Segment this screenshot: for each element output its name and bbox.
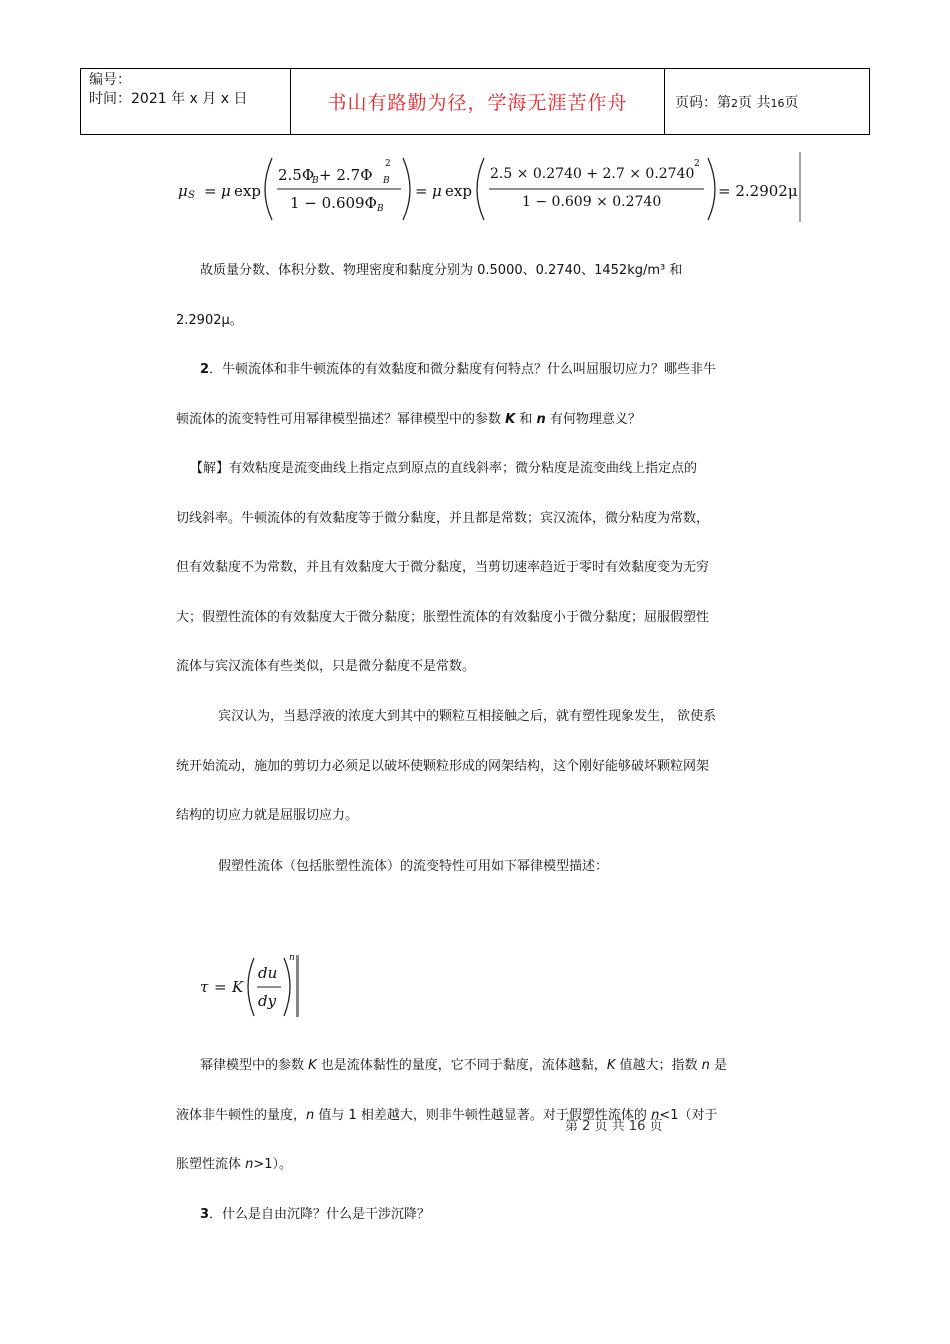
f1-num1: 2.5Φ	[278, 166, 315, 184]
f1-result: = 2.2902μ	[718, 182, 798, 200]
f2-dy: dy	[258, 992, 277, 1010]
f2-du: du	[258, 964, 278, 982]
f1-plus: + 2.7Φ	[319, 166, 373, 184]
k-K: K	[308, 1058, 317, 1073]
q2-line2a: 顿流体的流变特性可用幂律模型描述？幂律模型中的参数	[176, 412, 506, 427]
ans-line3: 但有效黏度不为常数，并且有效黏度大于微分黏度，当剪切速率趋近于零时有效黏度变为无穷	[176, 560, 710, 575]
page-middle: 页 共	[738, 94, 771, 111]
p1-line2: 2.2902μ。	[176, 313, 243, 328]
ans-line4: 大；假塑性流体的有效黏度大于微分黏度；胀塑性流体的有效黏度小于微分黏度；屈服假塑性	[176, 610, 710, 625]
q2-number: 2	[200, 362, 210, 377]
ans-line1: 【解】有效粘度是流变曲线上指定点到原点的直线斜率；微分粘度是流变曲线上指定点的	[190, 461, 698, 476]
f1-eq2: =	[415, 182, 428, 200]
k-n2: n	[306, 1108, 315, 1123]
f1-mu: μ	[221, 182, 231, 200]
time-label: 时间：2021 年 x 月 x 日	[89, 91, 248, 107]
bingham-line2: 统开始流动，施加的剪切力必须足以破坏使颗粒形成的网架结构，这个刚好能够破坏颗粒网架	[176, 759, 710, 774]
k-line1b: 也是流体黏性的量度，它不同于黏度，流体越黏，	[316, 1058, 607, 1073]
q2-and: 和	[515, 412, 537, 427]
k-line1	[200, 1056, 800, 1076]
k-n: n	[701, 1058, 710, 1073]
f1-sq1: 2	[385, 159, 391, 169]
k-line1a: 幂律模型中的参数	[200, 1058, 309, 1073]
k-line3a: 胀塑性流体	[176, 1157, 246, 1172]
ans-line5: 流体与宾汉流体有些类似，只是微分黏度不是常数。	[176, 659, 476, 674]
q3-text: ．什么是自由沉降？什么是干涉沉降？	[209, 1207, 431, 1222]
f1-sub-b2: B	[383, 176, 390, 186]
f1-sub-b3: B	[377, 204, 384, 214]
q2-line2b: 有何物理意义？	[545, 412, 641, 427]
bingham-line3: 结构的切应力就是屈服切应力。	[176, 808, 359, 823]
f1-sq2: 2	[694, 159, 700, 169]
f2-K: K	[232, 978, 244, 996]
k-line2a: 液体非牛顿性的量度，	[176, 1108, 307, 1123]
power-intro: 假塑性流体（包括胀塑性流体）的流变特性可用如下幂律模型描述：	[218, 859, 609, 874]
f1-lhs-mu: μ	[178, 182, 188, 200]
k-n4: n	[245, 1157, 254, 1172]
f2-eq: =	[214, 978, 227, 996]
q2-line1-text: ．牛顿流体和非牛顿流体的有效黏度和微分黏度有何特点？什么叫屈服切应力？哪些非牛	[209, 362, 717, 377]
p1-line1: 故质量分数、体积分数、物理密度和黏度分别为 0.5000、0.2740、1452kg/m³ 和	[200, 263, 683, 278]
page-current: 2	[731, 96, 738, 110]
k-line1c: 值越大；指数	[615, 1058, 702, 1073]
k-K2: K	[606, 1058, 616, 1073]
f1-mu2: μ	[432, 182, 442, 200]
header-motto: 书山有路勤为径，学海无涯苦作舟	[291, 69, 665, 135]
bingham-line1: 宾汉认为，当悬浮液的浓度大到其中的颗粒互相接触之后，就有塑性现象发生， 欲使系	[218, 709, 717, 724]
f1-den2: 1 − 0.609 × 0.2740	[522, 194, 662, 210]
f1-exp: exp	[234, 182, 261, 200]
f1-den1: 1 − 0.609Φ	[290, 194, 377, 212]
q2-K: K	[505, 412, 516, 427]
q3-line	[200, 1205, 800, 1225]
f1-num2: 2.5 × 0.2740 + 2.7 × 0.2740	[490, 166, 695, 182]
page-total: 16	[770, 96, 785, 110]
k-n3: n	[651, 1108, 660, 1123]
f1-sub-b1: B	[312, 176, 319, 186]
k-line2c: <1（对于	[659, 1108, 718, 1123]
page-suffix: 页	[784, 94, 799, 111]
k-line3	[176, 1155, 776, 1175]
page-prefix: 页码：第	[675, 94, 731, 111]
k-line2b: 值与 1 相差越大，则非牛顿性越显著。对于假塑性流体的	[314, 1108, 652, 1123]
footer-page-overlay: 第 2 页 共 16 页	[565, 1119, 663, 1134]
f1-eq: =	[204, 182, 217, 200]
number-label: 编号：	[89, 72, 131, 88]
f2-n: n	[289, 953, 295, 963]
k-line1d: 是	[709, 1058, 727, 1073]
k-line2	[176, 1106, 776, 1126]
q2-n: n	[536, 412, 546, 427]
q3-number: 3	[200, 1207, 210, 1222]
ans-line2: 切线斜率。牛顿流体的有效黏度等于微分黏度，并且都是常数；宾汉流体，微分粘度为常数，	[176, 511, 710, 526]
f1-exp2: exp	[445, 182, 472, 200]
k-line3b: >1）。	[253, 1157, 293, 1172]
f1-lhs-sub: S	[188, 190, 195, 201]
f2-tau: τ	[200, 978, 209, 996]
